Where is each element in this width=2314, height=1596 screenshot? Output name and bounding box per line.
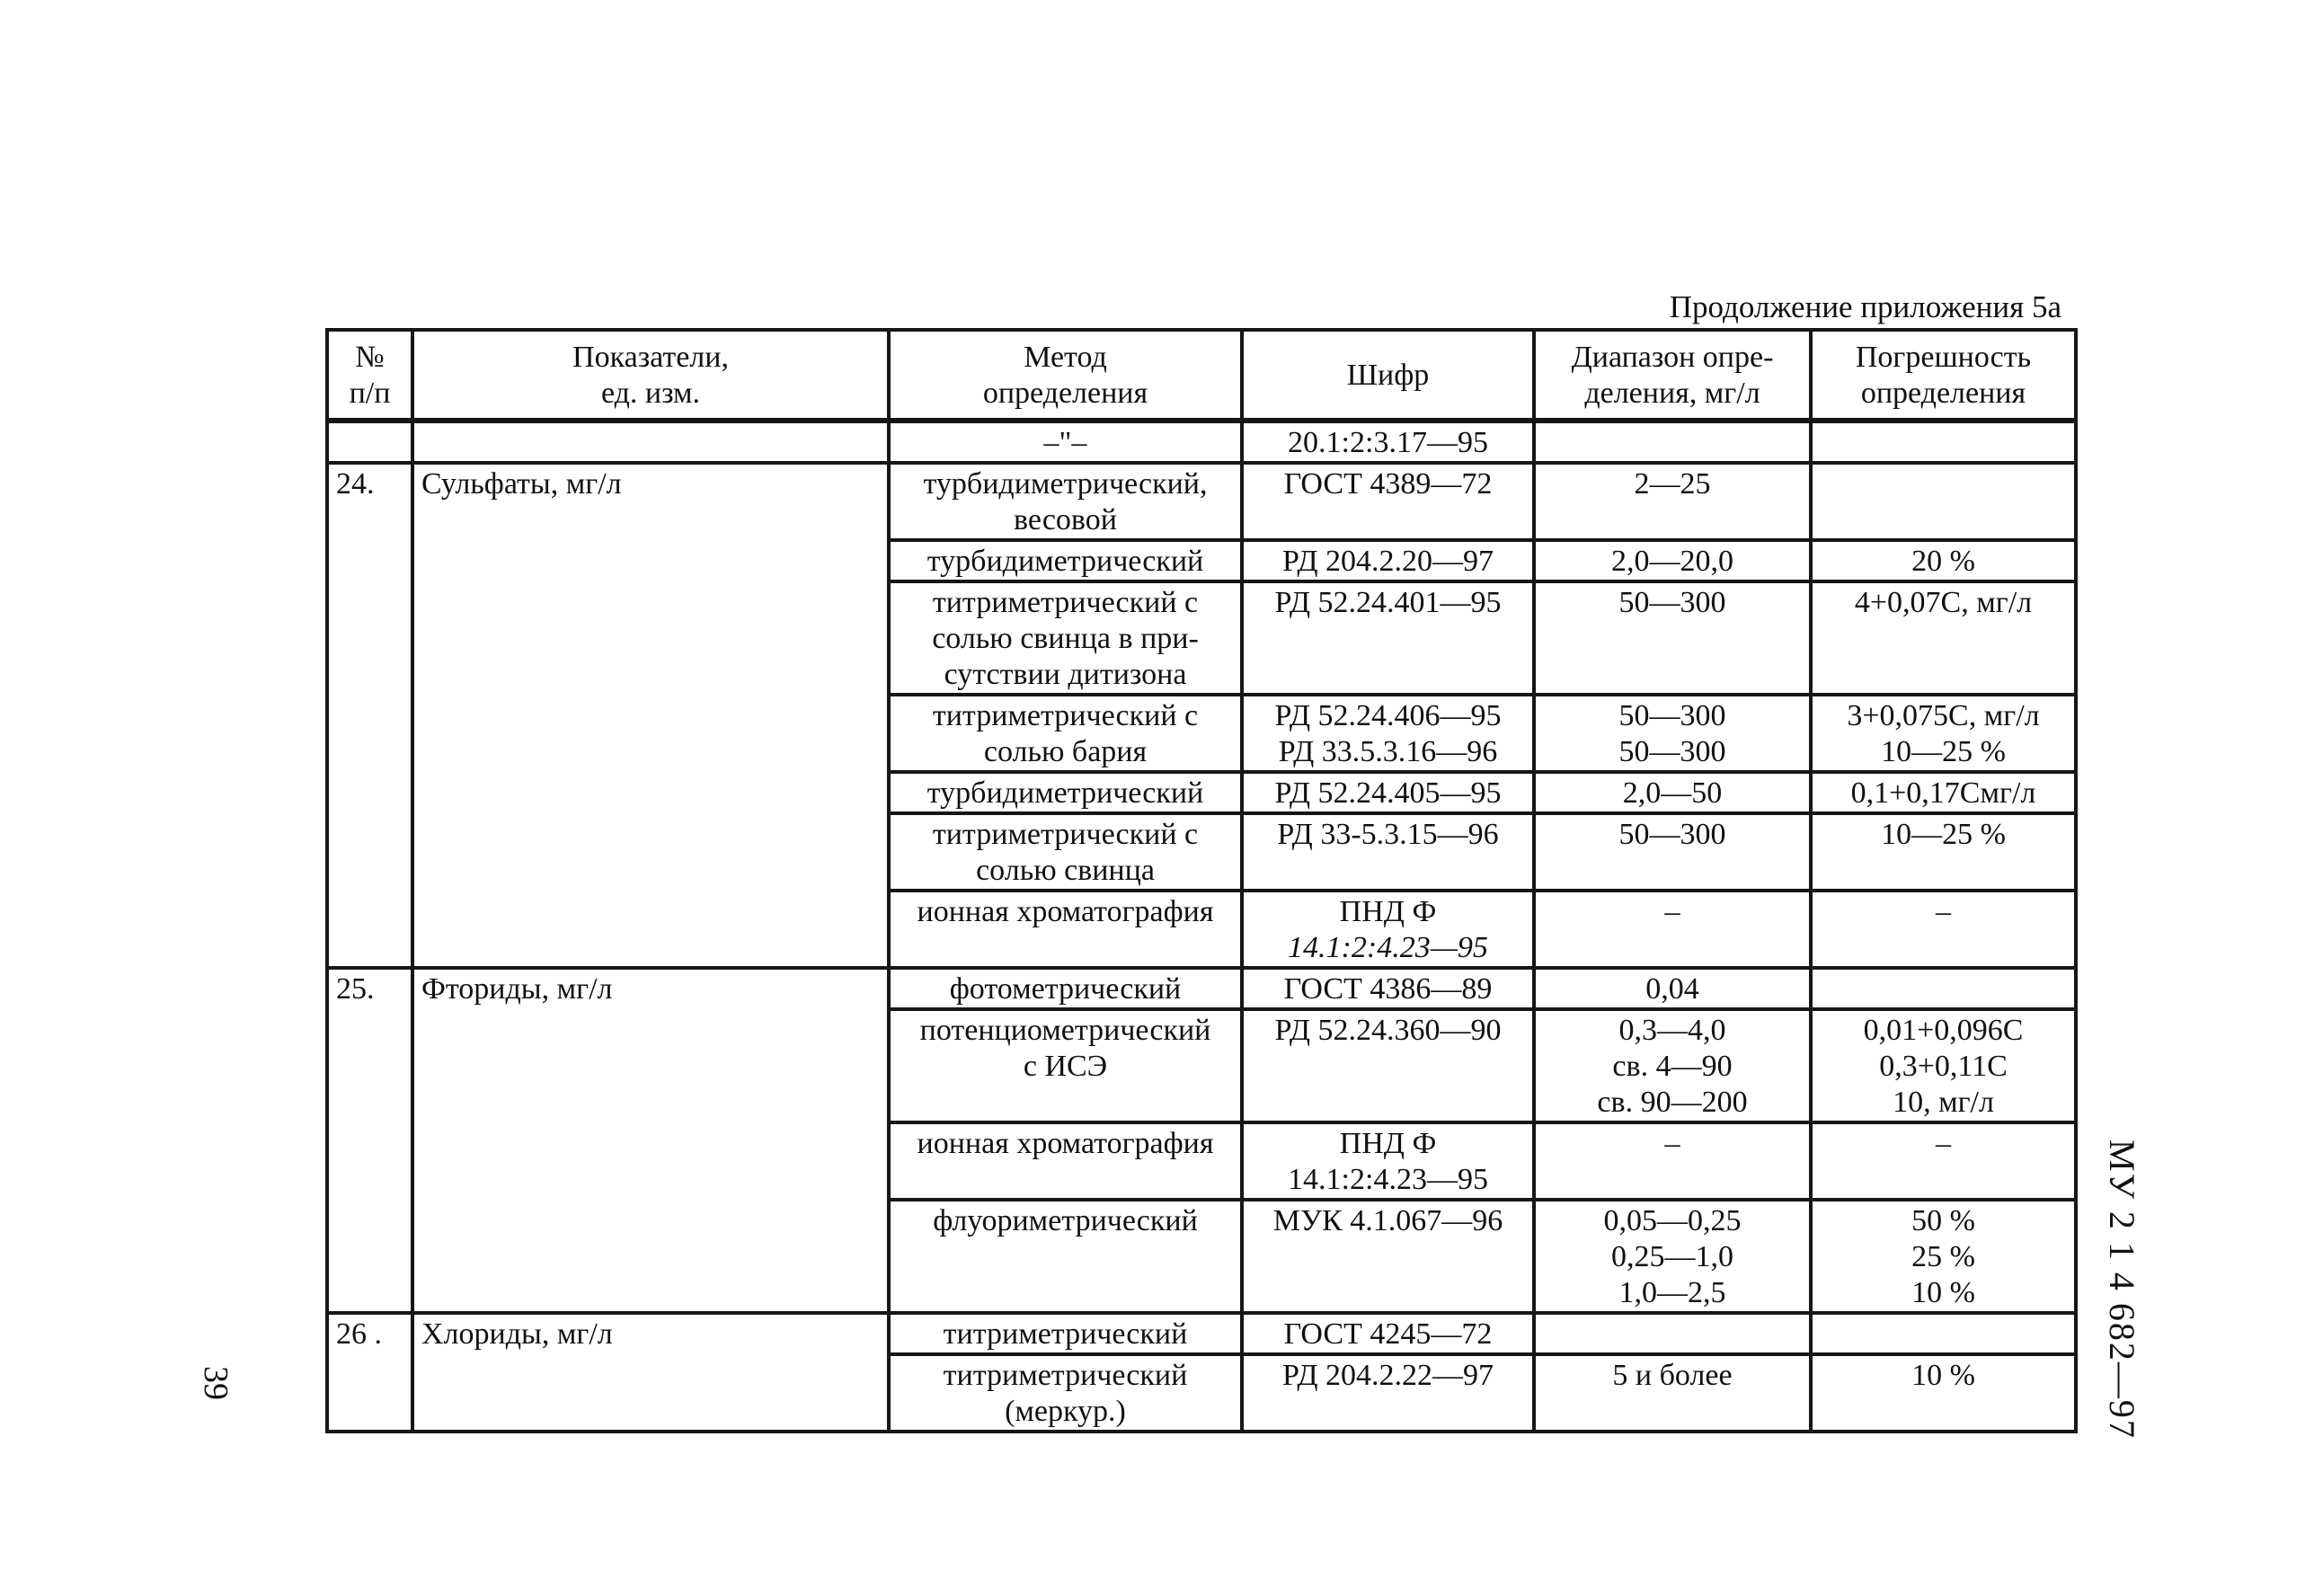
cell-num: 26 . [327, 1313, 412, 1432]
cell-range-text: 50—300 50—300 [1618, 699, 1726, 768]
cell-error [1811, 1122, 2076, 1200]
cell-range [1534, 1200, 1811, 1313]
cell-code-text: РД 52.24.406—95 РД 33.5.3.16—96 [1274, 699, 1502, 768]
table-row [327, 421, 2076, 463]
cell-method [889, 1122, 1242, 1200]
table-row [327, 463, 2076, 540]
cell-method-text: титриметрический с солью свинца в при- сутствии дитизона [932, 586, 1199, 691]
cell-error [1811, 421, 2076, 463]
cell-range-text: 2,0—20,0 [1611, 545, 1733, 578]
cell-code-text: ПНД Ф 14.1:2:4.23—95 [1288, 1127, 1488, 1196]
cell-range [1534, 540, 1811, 581]
cell-error-text: 4+0,07С, мг/л [1854, 586, 2033, 619]
cell-method [889, 1200, 1242, 1313]
cell-code [1242, 968, 1534, 1009]
cell-range [1534, 1009, 1811, 1122]
cell-range [1534, 813, 1811, 891]
cell-error [1811, 1200, 2076, 1313]
cell-code [1242, 581, 1534, 695]
cell-method-text: фотометрический [949, 972, 1182, 1006]
header-num: № п/п [327, 330, 412, 421]
cell-range-text: 5 и более [1612, 1359, 1733, 1392]
cell-indicator: Фториды, мг/л [412, 968, 889, 1313]
cell-num: 25. [327, 968, 412, 1313]
cell-method-text: титриметрический с солью свинца [932, 818, 1199, 887]
cell-method-text: турбидиметрический [926, 545, 1204, 578]
cell-error [1811, 1354, 2076, 1432]
cell-error-text: 50 % 25 % 10 % [1911, 1204, 1975, 1309]
cell-code [1242, 421, 1534, 463]
cell-code-text: РД 52.24.360—90 [1274, 1014, 1502, 1047]
cell-method-text: титриметрический с солью бария [932, 699, 1199, 768]
cell-range-text: – [1664, 895, 1680, 928]
cell-num: 24. [327, 463, 412, 968]
cell-method [889, 813, 1242, 891]
cell-code [1242, 813, 1534, 891]
document-code: МУ 2 1 4 682—97 [2102, 1139, 2142, 1440]
cell-range-text: 50—300 [1618, 586, 1726, 619]
cell-code-italic-text: 14.1:2:4.23—95 [1288, 931, 1488, 964]
cell-method [889, 421, 1242, 463]
cell-code-text: РД 52.24.401—95 [1274, 586, 1502, 619]
cell-code [1242, 695, 1534, 772]
cell-method-text: турбидиметрический [926, 776, 1204, 810]
cell-error-text: – [1936, 1127, 1951, 1160]
cell-code [1242, 1200, 1534, 1313]
cell-indicator [412, 421, 889, 463]
header-indicator: Показатели, ед. изм. [412, 330, 889, 421]
cell-method [889, 968, 1242, 1009]
cell-code [1242, 463, 1534, 540]
cell-range-text: 50—300 [1618, 818, 1726, 851]
cell-code-text: ПНД Ф [1339, 895, 1437, 928]
cell-code-text: МУК 4.1.067—96 [1272, 1204, 1503, 1237]
cell-method-text: турбидиметрический, весовой [923, 467, 1208, 536]
header-method: Метод определения [889, 330, 1242, 421]
cell-code [1242, 891, 1534, 968]
cell-method [889, 1354, 1242, 1432]
header-code: Шифр [1242, 330, 1534, 421]
cell-range [1534, 1354, 1811, 1432]
cell-error-text: 20 % [1911, 545, 1975, 578]
cell-method-text: потенциометрический с ИСЭ [919, 1014, 1211, 1083]
cell-range [1534, 968, 1811, 1009]
cell-error [1811, 891, 2076, 968]
cell-error [1811, 968, 2076, 1009]
header-range: Диапазон опре- деления, мг/л [1534, 330, 1811, 421]
table-row [327, 1313, 2076, 1354]
cell-range-text: 2,0—50 [1622, 776, 1723, 810]
cell-num [327, 421, 412, 463]
cell-range [1534, 581, 1811, 695]
cell-error-text: 0,1+0,17Смг/л [1850, 776, 2036, 810]
cell-range-text: 0,05—0,25 0,25—1,0 1,0—2,5 [1603, 1204, 1742, 1309]
cell-error [1811, 695, 2076, 772]
cell-method [889, 581, 1242, 695]
cell-error [1811, 581, 2076, 695]
cell-method [889, 772, 1242, 813]
cell-error [1811, 1313, 2076, 1354]
cell-code-text: ГОСТ 4386—89 [1283, 972, 1493, 1006]
cell-code-text: 20.1:2:3.17—95 [1288, 426, 1488, 459]
cell-range [1534, 695, 1811, 772]
cell-range [1534, 463, 1811, 540]
cell-error [1811, 1009, 2076, 1122]
cell-code [1242, 540, 1534, 581]
cell-error [1811, 813, 2076, 891]
cell-error-text: 10 % [1911, 1359, 1975, 1392]
cell-method-text: –"– [1043, 426, 1087, 459]
cell-code [1242, 1313, 1534, 1354]
cell-method [889, 540, 1242, 581]
cell-method-text: ионная хроматография [917, 895, 1214, 928]
cell-code-text: ГОСТ 4245—72 [1283, 1317, 1493, 1351]
cell-method-text: флуориметрический [933, 1204, 1198, 1237]
page-number: 39 [197, 1366, 235, 1400]
cell-error [1811, 540, 2076, 581]
cell-range [1534, 1122, 1811, 1200]
cell-code-text: РД 204.2.20—97 [1281, 545, 1494, 578]
cell-range [1534, 772, 1811, 813]
cell-code-text: РД 33-5.3.15—96 [1277, 818, 1499, 851]
cell-code-text: ГОСТ 4389—72 [1283, 467, 1493, 501]
cell-method [889, 891, 1242, 968]
cell-error [1811, 772, 2076, 813]
cell-range-text: 2—25 [1634, 467, 1711, 501]
cell-code [1242, 772, 1534, 813]
cell-error-text: 3+0,075С, мг/л 10—25 % [1847, 699, 2040, 768]
header-row [327, 330, 2076, 421]
cell-indicator: Сульфаты, мг/л [412, 463, 889, 968]
cell-code [1242, 1122, 1534, 1200]
cell-range [1534, 891, 1811, 968]
table-caption: Продолжение приложения 5а [1669, 289, 2061, 324]
header-error: Погрешность определения [1811, 330, 2076, 421]
cell-method [889, 463, 1242, 540]
cell-method [889, 1313, 1242, 1354]
cell-error-text: – [1936, 895, 1951, 928]
methods-table [325, 328, 2078, 1433]
cell-range-text: 0,3—4,0 св. 4—90 св. 90—200 [1597, 1014, 1748, 1119]
cell-method-text: ионная хроматография [917, 1127, 1214, 1160]
cell-code [1242, 1354, 1534, 1432]
cell-error-text: 0,01+0,096С 0,3+0,11С 10, мг/л [1863, 1014, 2024, 1119]
table-row [327, 968, 2076, 1009]
cell-range-text: 0,04 [1645, 972, 1699, 1006]
cell-range-text: – [1664, 1127, 1680, 1160]
cell-error [1811, 463, 2076, 540]
cell-method [889, 695, 1242, 772]
cell-error-text: 10—25 % [1881, 818, 2006, 851]
cell-method [889, 1009, 1242, 1122]
cell-code-text: РД 204.2.22—97 [1281, 1359, 1494, 1392]
cell-code-text: РД 52.24.405—95 [1274, 776, 1502, 810]
cell-method-text: титриметрический [943, 1317, 1188, 1351]
cell-range [1534, 421, 1811, 463]
cell-indicator: Хлориды, мг/л [412, 1313, 889, 1432]
cell-range [1534, 1313, 1811, 1354]
cell-code [1242, 1009, 1534, 1122]
cell-method-text: титриметрический (меркур.) [943, 1359, 1188, 1428]
